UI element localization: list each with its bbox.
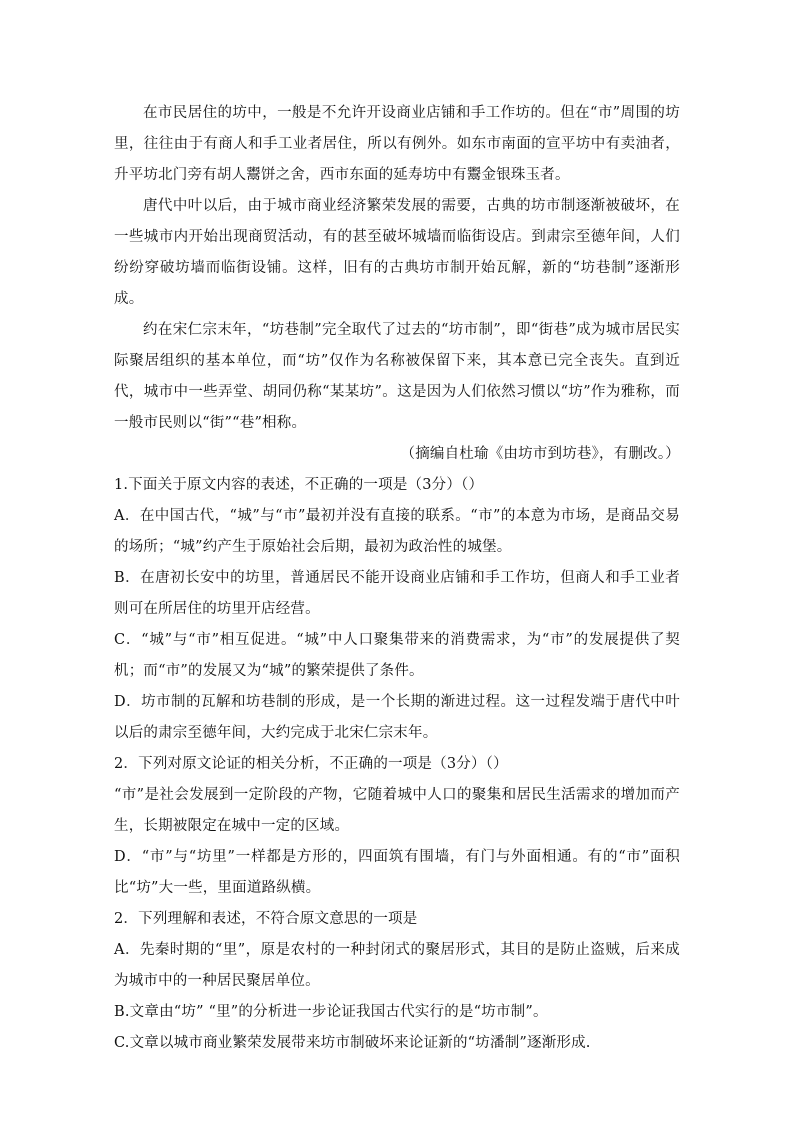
question-2-option-d: D．“市”与“坊里”一样都是方形的，四面筑有围墙，有门与外面相通。有的“市”面积比“坊”大一些，里面道路纵横。 [114,849,680,896]
question-1-option-a: A．在中国古代，“城”与“市”最初并没有直接的联系。“市”的本意为市场，是商品交易的场所；“城”约产生于原始社会后期，最初为政治性的城堡。 [114,508,680,555]
document-content [114,98,680,1059]
passage-source: （摘编自杜瑜《由坊市到坊巷》，有删改。） [400,446,680,462]
question-2-option-1: “市”是社会发展到一定阶段的产物，它随着城中人口的聚集和居民生活需求的增加而产生，长期被限定在城中一定的区域。 [114,787,680,834]
question-3-option-a: A．先秦时期的“里”，原是农村的一种封闭式的聚居形式，其目的是防止盗贼，后来成为城市中的一种居民聚居单位。 [114,942,680,989]
question-1-option-d: D．坊市制的瓦解和坊巷制的形成，是一个长期的渐进过程。这一过程发端于唐代中叶以后的肃宗至德年间，大约完成于北宋仁宗末年。 [114,694,680,741]
passage-paragraph-3: 约在宋仁宗末年，“坊巷制”完全取代了过去的“坊市制”，即“街巷”成为城市居民实际聚居组织的基本单位，而“坊”仅作为名称被保留下来，其本意已完全丧失。直到近代，城市中一些弄堂、胡同仍称“某某坊”。这是因为人们依然习惯以“坊”作为雅称，而一般市民则以“街”“巷”相称。 [114,322,680,431]
passage-paragraph-1: 在市民居住的坊中，一般是不允许开设商业店铺和手工作坊的。但在“市”周围的坊里，往往由于有商人和手工业者居住，所以有例外。如东市南面的宣平坊中有卖油者，升平坊北门旁有胡人鬻饼之舍，西市东面的延寿坊中有鬻金银珠玉者。 [114,105,680,183]
question-1-option-c: C．“城”与“市”相互促进。“城”中人口聚集带来的消费需求，为“市”的发展提供了契机；而“市”的发展又为“城”的繁荣提供了条件。 [114,632,680,679]
question-1-stem: 1.下面关于原文内容的表述，不正确的一项是（3分）（） [114,477,484,493]
question-3-stem: 2．下列理解和表述，不符合原文意思的一项是 [114,911,418,927]
passage-paragraph-2: 唐代中叶以后，由于城市商业经济繁荣发展的需要，古典的坊市制逐渐被破坏，在一些城市内开始出现商贸活动，有的甚至破坏城墙而临街设店。到肃宗至德年间，人们纷纷穿破坊墙而临街设铺。这样，旧有的古典坊市制开始瓦解，新的“坊巷制”逐渐形成。 [114,198,680,307]
question-3-option-b: B.文章由“坊” “里”的分析进一步论证我国古代实行的是“坊市制”。 [114,1004,548,1020]
question-3-option-c: C.文章以城市商业繁荣发展带来坊市制破坏来论证新的“坊潘制”逐渐形成. [114,1035,591,1051]
question-2-stem: 2．下列对原文论证的相关分析，不正确的一项是（3分）（） [114,756,508,772]
question-1-option-b: B．在唐初长安中的坊里，普通居民不能开设商业店铺和手工作坊，但商人和手工业者则可在所居住的坊里开店经营。 [114,570,680,617]
